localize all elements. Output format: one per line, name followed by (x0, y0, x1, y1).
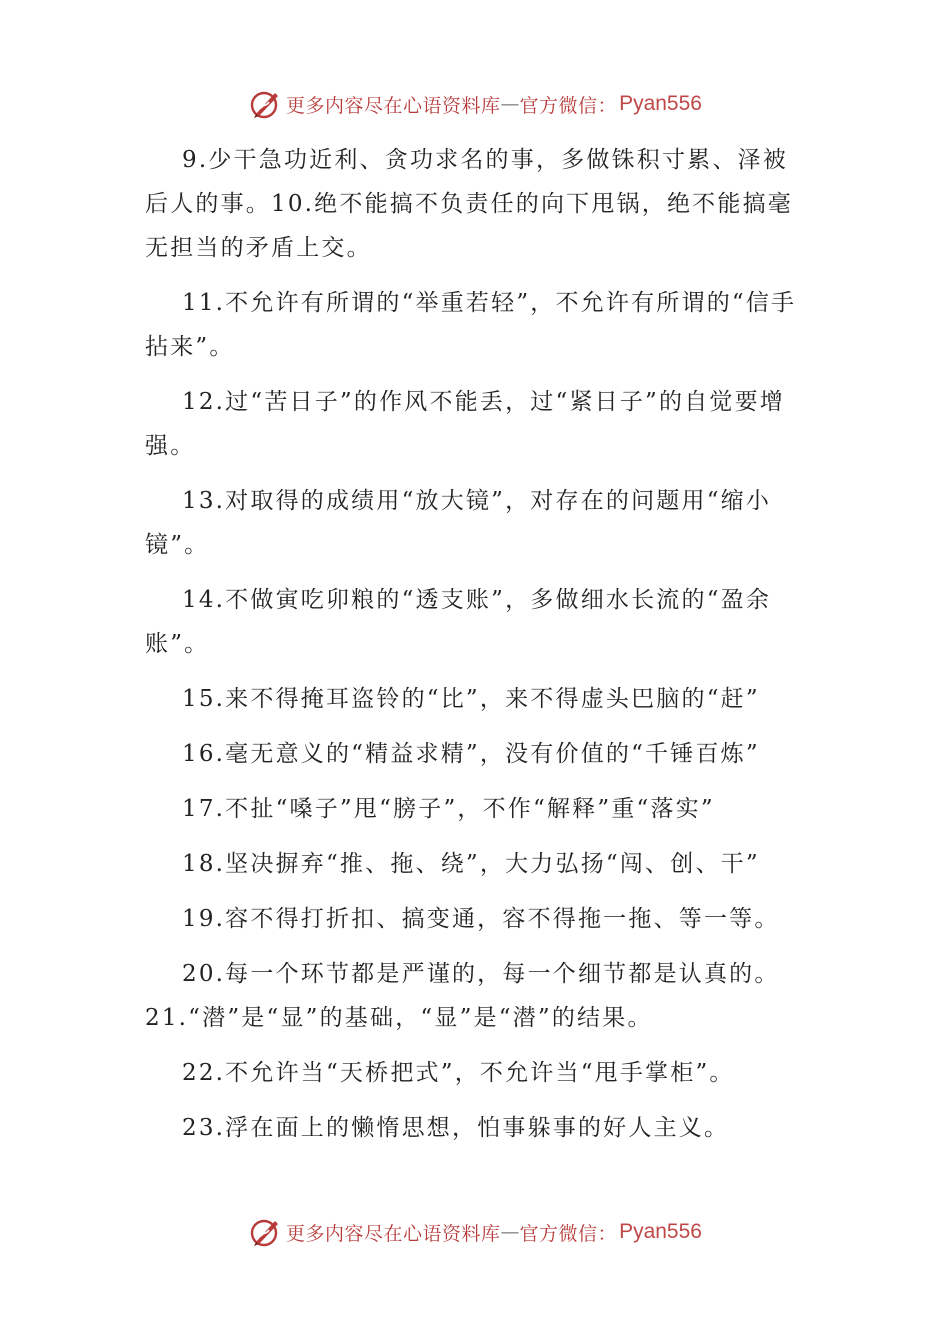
banner-wechat-label: 官方微信： (519, 94, 618, 117)
footer-banner-content (248, 1210, 702, 1254)
paragraph-15: 15.来不得掩耳盗铃的“比”，来不得虚头巴脑的“赶” (182, 686, 760, 712)
banner-separator: — (500, 93, 520, 115)
header-banner-content (248, 82, 702, 126)
header-banner (0, 82, 950, 126)
paragraph-16: 16.毫无意义的“精益求精”，没有价值的“千锤百炼” (182, 741, 760, 767)
paragraph-22: 22.不允许当“天桥把式”，不允许当“甩手掌柜”。 (182, 1060, 735, 1086)
paragraph-13: 13.对取得的成绩用“放大镜”，对存在的问题用“缩小镜”。 (145, 488, 772, 558)
banner-title: 更多内容尽在心语资料库 (286, 94, 501, 117)
document-body (145, 138, 813, 1161)
paragraph-21: 21.“潜”是“显”的基础，“显”是“潜”的结果。 (145, 1005, 653, 1031)
paragraph-19: 19.容不得打折扣、搞变通，容不得拖一拖、等一等。 (182, 906, 780, 932)
banner-wechat-handle: Pyan556 (619, 92, 702, 115)
pen-circle-logo-icon (248, 87, 282, 121)
paragraph-14: 14.不做寅吃卯粮的“透支账”，多做细水长流的“盈余账”。 (145, 587, 772, 657)
banner-separator: — (500, 1221, 520, 1243)
banner-wechat-label: 官方微信： (519, 1222, 618, 1245)
paragraph-17: 17.不扯“嗓子”甩“膀子”，不作“解释”重“落实” (182, 796, 715, 822)
paragraph-20: 20.每一个环节都是严谨的，每一个细节都是认真的。 (182, 961, 780, 987)
paragraph-18: 18.坚决摒弃“推、拖、绕”，大力弘扬“闯、创、干” (182, 851, 760, 877)
paragraph-12: 12.过“苦日子”的作风不能丢，过“紧日子”的自觉要增强。 (145, 389, 786, 459)
pen-circle-logo-icon (248, 1215, 282, 1249)
paragraph-9-10: 9.少干急功近利、贪功求名的事，多做铢积寸累、泽被后人的事。10.绝不能搞不负责任的向下甩锅，绝不能搞毫无担当的矛盾上交。 (145, 147, 793, 261)
paragraph-23: 23.浮在面上的懒惰思想，怕事躲事的好人主义。 (182, 1115, 730, 1141)
banner-wechat-handle: Pyan556 (619, 1220, 702, 1243)
footer-banner (0, 1210, 950, 1254)
paragraph-11: 11.不允许有所谓的“举重若轻”，不允许有所谓的“信手拈来”。 (145, 290, 797, 360)
banner-title: 更多内容尽在心语资料库 (286, 1222, 501, 1245)
